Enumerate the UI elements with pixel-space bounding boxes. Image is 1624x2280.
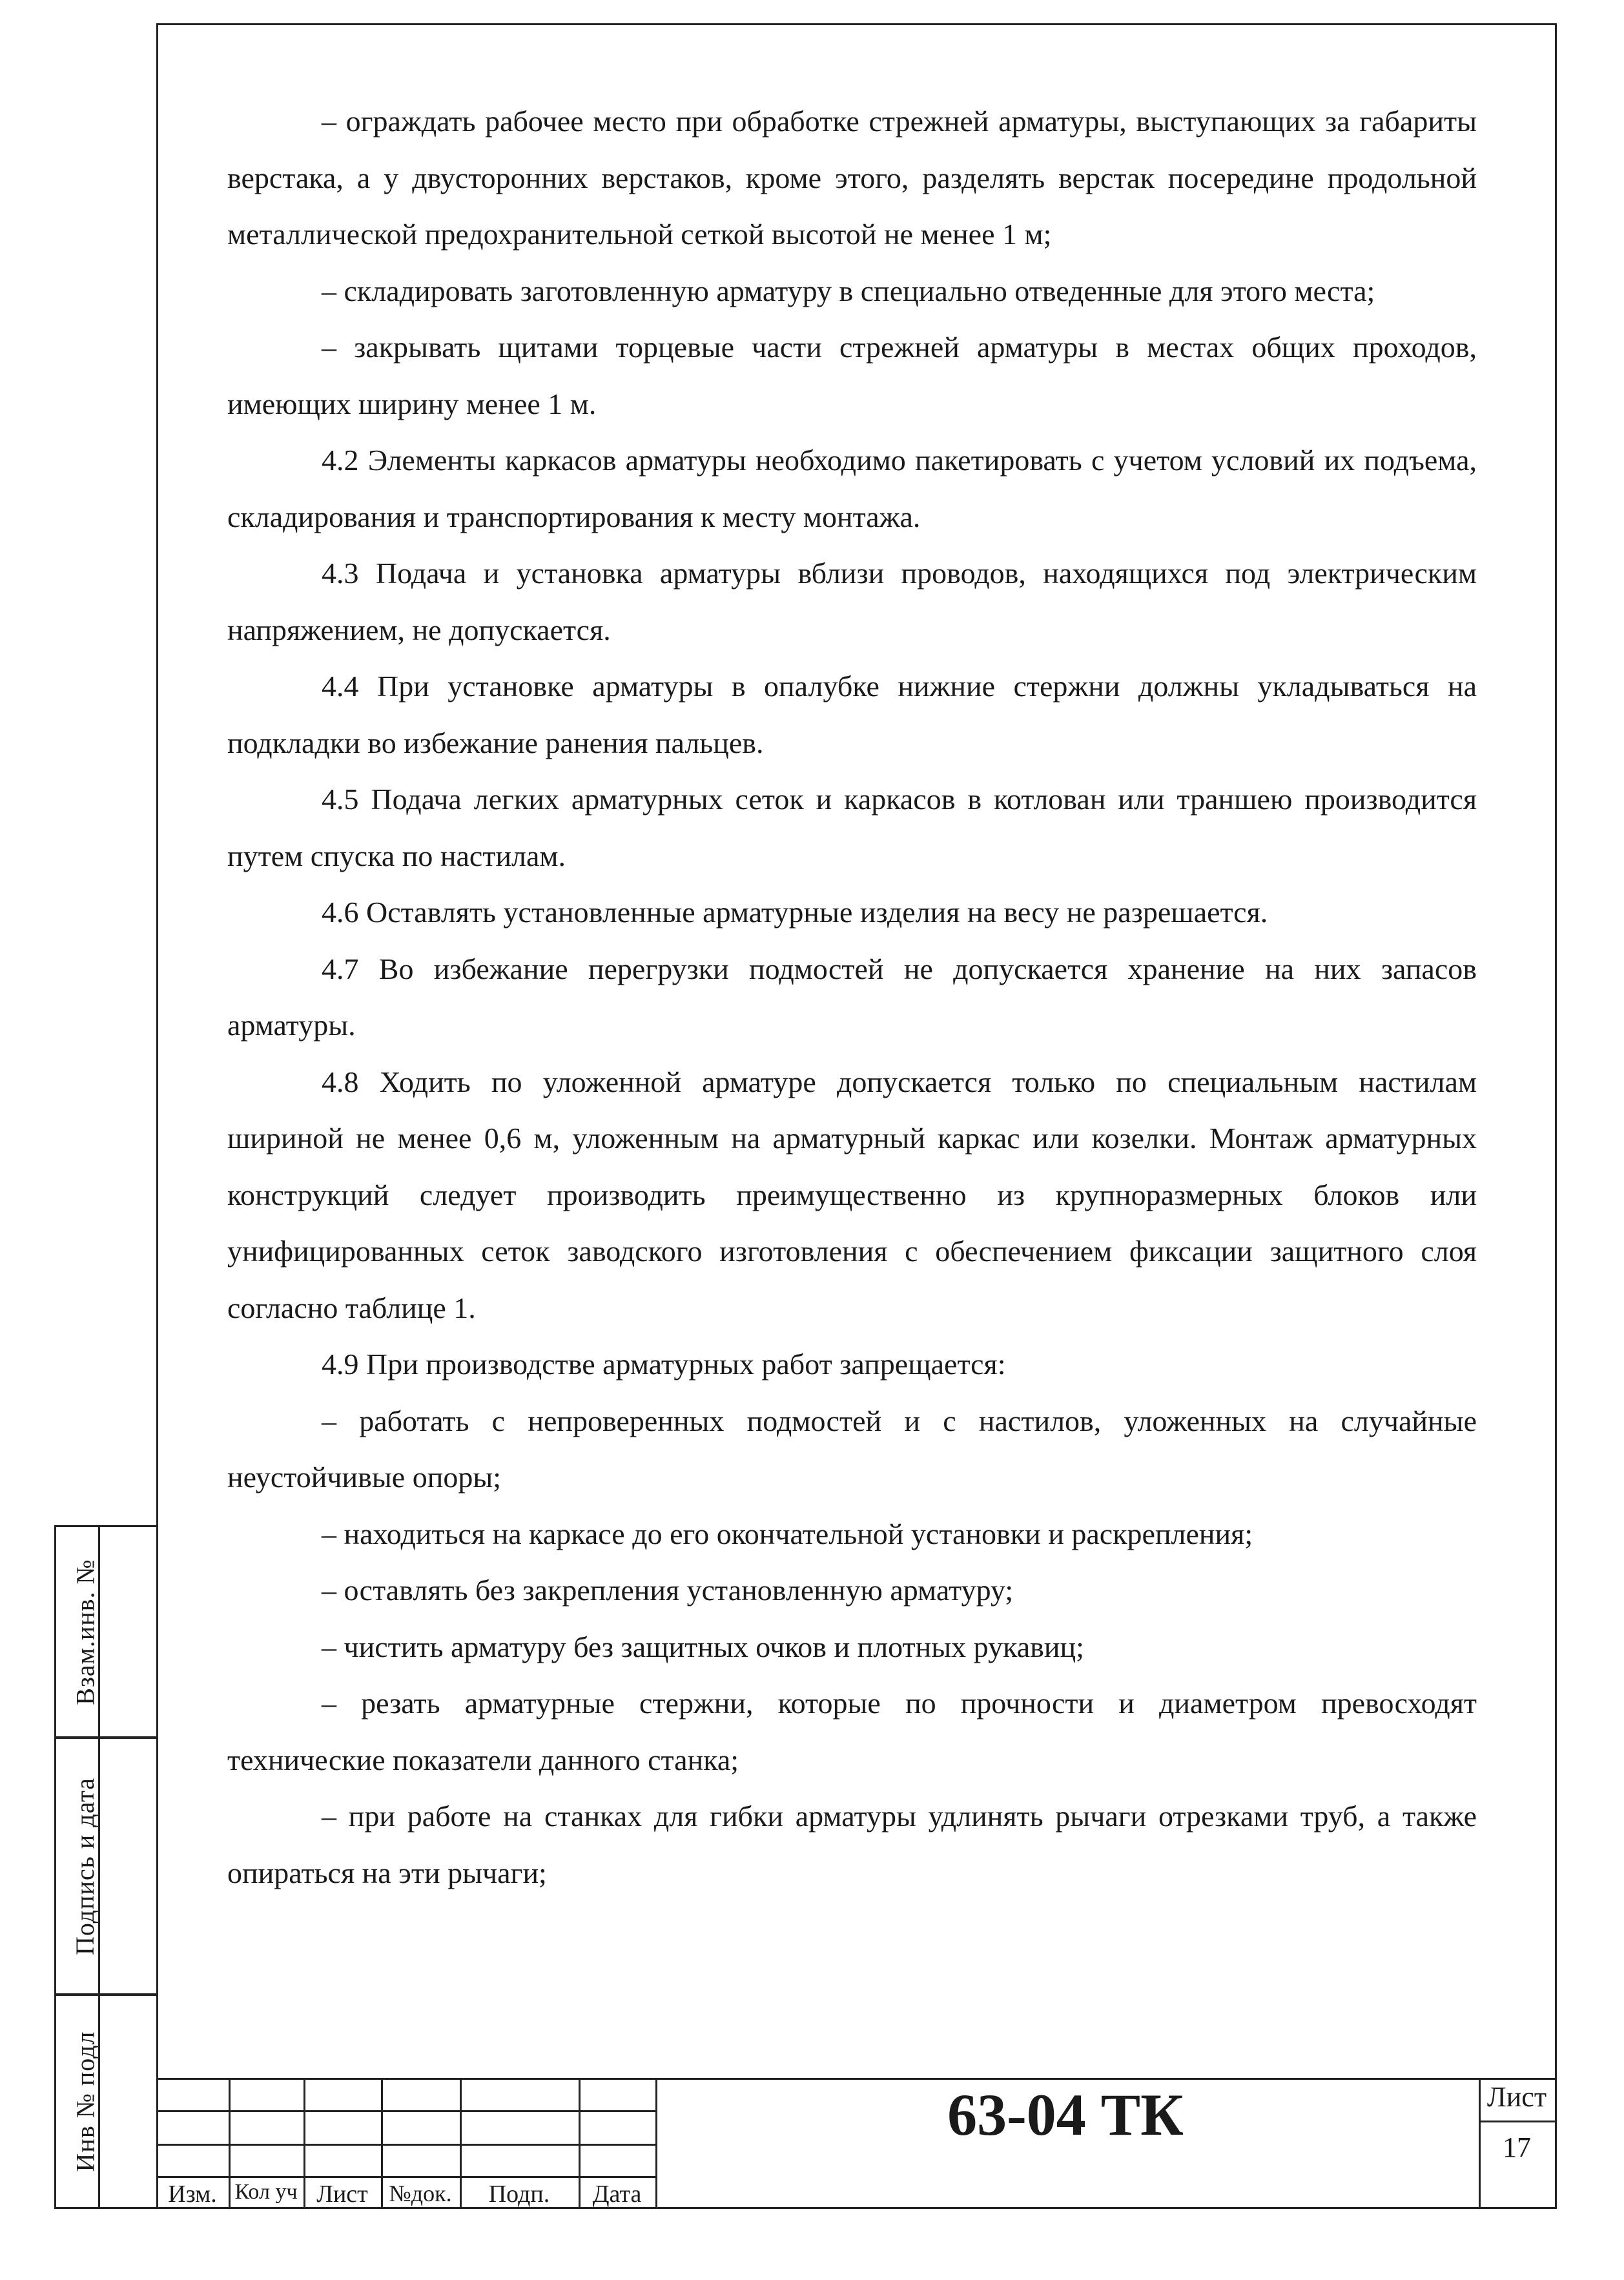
side-label-signature-date: Подпись и дата [70, 1777, 100, 1955]
title-block-row-line [156, 2110, 655, 2112]
side-label-inv-original: Инв № подл [70, 2031, 100, 2172]
column-label-date: Дата [592, 2181, 642, 2208]
paragraph: – находиться на каркасе до его окончательной установки и раскрепления; [322, 1517, 1253, 1550]
paragraph: 4.2 Элементы каркасов арматуры необходимо пакетировать с учетом условий их подъема, складирования и транспортирования к месту монтажа. [227, 444, 1477, 533]
paragraph: – при работе на станках для гибки арматуры удлинять рычаги отрезками труб, а также опираться на эти рычаги; [227, 1800, 1477, 1889]
paragraph: – оставлять без закрепления установленную арматуру; [322, 1574, 1014, 1607]
column-label-sheet: Лист [316, 2181, 368, 2208]
paragraph: 4.6 Оставлять установленные арматурные изделия на весу не разрешается. [322, 896, 1268, 929]
paragraph: – чистить арматуру без защитных очков и плотных рукавиц; [322, 1630, 1084, 1663]
sheet-label: Лист [1486, 2081, 1547, 2113]
title-block-row-line [156, 2144, 655, 2146]
paragraph: 4.4 При установке арматуры в опалубке нижние стержни должны укладываться на подкладки во избежание ранения пальцев. [227, 670, 1477, 759]
paragraph: 4.8 Ходить по уложенной арматуре допускается только по специальным настилам шириной не менее 0,6 м, уложенным на арматурный каркас или козелки. Монтаж арматурных конструкций следует производить преимущественно из крупноразмерных блоков или унифицированных сеток заводского изготовления с обеспечением фиксации защитного слоя согласно таблице 1. [227, 1065, 1477, 1324]
paragraph: – складировать заготовленную арматуру в специально отведенные для этого места; [322, 274, 1375, 307]
paragraph: 4.3 Подача и установка арматуры вблизи проводов, находящихся под электрическим напряжением, не допускается. [227, 557, 1477, 646]
side-label-replace-inv: Взам.инв. № [70, 1558, 100, 1705]
frame-right-border [1555, 23, 1557, 2208]
column-label-quantity: Кол уч [234, 2180, 298, 2204]
paragraph: – работать с непроверенных подмостей и с настилов, уложенных на случайные неустойчивые опоры; [227, 1404, 1477, 1494]
paragraph: 4.7 Во избежание перегрузки подмостей не допускается хранение на них запасов арматуры. [227, 952, 1477, 1042]
sheet-number: 17 [1503, 2131, 1531, 2163]
side-box-signature-date [54, 1737, 156, 1995]
title-block-top-line [156, 2078, 1556, 2080]
column-label-change: Изм. [168, 2181, 217, 2208]
sheet-box-line [1479, 2121, 1556, 2122]
document-code: 63-04 ТК [947, 2082, 1184, 2148]
frame-bottom-border [54, 2207, 1557, 2209]
paragraph: 4.5 Подача легких арматурных сеток и каркасов в котлован или траншею производится путем спуска по настилам. [227, 783, 1477, 872]
column-label-doc-number: №док. [389, 2181, 452, 2206]
paragraph: – резать арматурные стержни, которые по прочности и диаметром превосходят технические показатели данного станка; [227, 1687, 1477, 1776]
paragraph: – ограждать рабочее место при обработке стрежней арматуры, выступающих за габариты верстака, а у двусторонних верстаков, кроме этого, разделять верстак посередине продольной металлической предохранительной сеткой высотой не менее 1 м; [227, 105, 1477, 251]
document-body [227, 93, 1477, 1901]
paragraph: – закрывать щитами торцевые части стрежней арматуры в местах общих проходов, имеющих ширину менее 1 м. [227, 331, 1477, 420]
title-block-row-line [156, 2176, 655, 2178]
paragraph: 4.9 При производстве арматурных работ запрещается: [322, 1348, 1006, 1381]
frame-left-border [156, 23, 158, 2208]
side-box-inv-original [54, 1994, 156, 2209]
column-label-signature: Подп. [488, 2181, 550, 2208]
side-box-replace-inv [54, 1525, 156, 1738]
side-strip-divider [98, 1525, 100, 2208]
frame-top-border [156, 23, 1556, 25]
